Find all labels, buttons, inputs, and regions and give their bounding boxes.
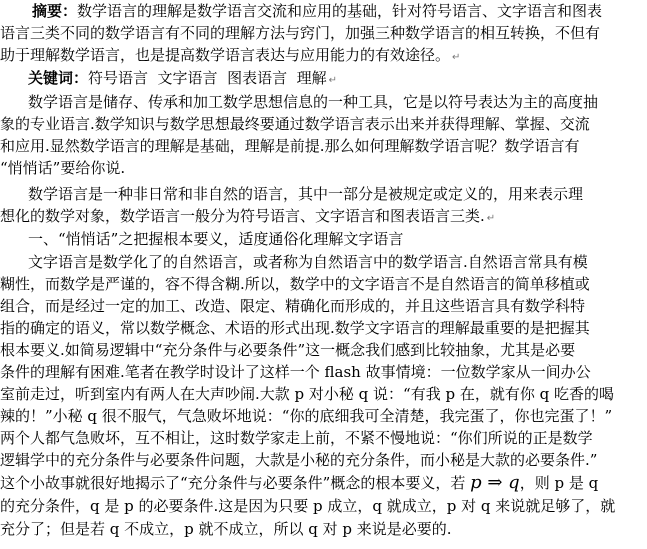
abstract-text: 数学语言的理解是数学语言交流和应用的基础，针对符号语言、文字语言和图表: [77, 2, 603, 20]
paragraph-line: 组合，而是经过一定的加工、改造、限定、精确化而形成的，并且这些语言具有数学科特: [0, 297, 586, 315]
abstract-line: 语言三类不同的数学语言有不同的理解方法与窍门，加强三种数学语言的相互转换，不但有: [0, 24, 601, 42]
paragraph-line: 逻辑学中的充分条件与必要条件问题，大款是小秘的充分条件，而小秘是大款的必要条件.”: [0, 451, 598, 469]
paragraph-text: 这个小故事就很好地揭示了“充分条件与必要条件”概念的根本要义，若: [0, 474, 466, 492]
paragraph-line: 数学语言是一种非日常和非自然的语言，其中一部分是被规定或定义的，用来表示理: [28, 185, 584, 203]
paragraph-text: 想化的数学对象，数学语言一般分为符号语言、文字语言和图表语言三类.: [0, 207, 485, 225]
paragraph-mark-icon: ↵: [486, 213, 496, 224]
math-formula: p ⇒ q: [470, 472, 520, 493]
paragraph-line: 文字语言是数学化了的自然语言，或者称为自然语言中的数学语言.自然语言常具有模: [28, 253, 588, 271]
abstract-text: 助于理解数学语言，也是提高数学语言表达与应用能力的有效途径。: [0, 46, 451, 64]
paragraph-line: 辣的！”小秘 q 很不服气，气急败坏地说：“你的底细我可全清楚，我完蛋了，你也完蛋了！”: [0, 407, 613, 425]
paragraph-line: 室前走过，听到室内有两人在大声吵闹.大款 p 对小秘 q 说：“有我 p 在，就有你 q 吃香的喝: [0, 385, 614, 403]
paragraph-line: 糊性，而数学是严谨的，容不得含糊.所以，数学中的文字语言不是自然语言的简单移植或: [0, 275, 590, 293]
section-heading: 一、“悄悄话”之把握根本要义，适度通俗化理解文字语言: [28, 230, 404, 248]
paragraph-line: [0, 207, 640, 228]
abstract-label: 摘要：: [32, 2, 78, 20]
keywords-line: [28, 69, 640, 90]
keywords-text: 符号语言 文字语言 图表语言 理解: [88, 69, 327, 87]
keywords-label: 关键词：: [28, 69, 89, 87]
paragraph-mark-icon: ↵: [328, 75, 338, 86]
paragraph-line: 的充分条件，q 是 p 的必要条件.这是因为只要 p 成立，q 就成立，p 对 q 来说就足够了，就: [0, 497, 616, 515]
paragraph-text: ，则 p 是 q: [519, 474, 599, 492]
paragraph-line: 两个人都气急败坏，互不相让，这时数学家走上前，不紧不慢地说：“你们所说的正是数学: [0, 429, 593, 447]
paragraph-line: 指的确定的语义，常以数学概念、术语的形式出现.数学文字语言的理解最重要的是把握其: [0, 319, 590, 337]
paragraph-line: “悄悄话”要给你说.: [0, 159, 126, 177]
paragraph-line: 充分了；但是若 q 不成立，p 就不成立，所以 q 对 p 来说是必要的.: [0, 520, 452, 538]
paragraph-line: 条件的理解有困难.笔者在教学时设计了这样一个 flash 故事情境：一位数学家从一间办公: [0, 363, 591, 381]
abstract-line: [0, 46, 640, 67]
paragraph-line: 象的专业语言.数学知识与数学思想最终要通过数学语言表示出来并获得理解、掌握、交流: [0, 115, 590, 133]
paragraph-line: 和应用.显然数学语言的理解是基础，理解是前提.那么如何理解数学语言呢？数学语言有: [0, 137, 580, 155]
paragraph-line: [0, 474, 640, 492]
paragraph-line: 数学语言是储存、传承和加工数学思想信息的一种工具，它是以符号表达为主的高度抽: [28, 93, 599, 111]
abstract-line: [32, 2, 640, 20]
paragraph-line: 根本要义.如简易逻辑中“充分条件与必要条件”这一概念我们感到比较抽象，尤其是必要: [0, 341, 576, 359]
paragraph-mark-icon: ↵: [452, 52, 461, 63]
